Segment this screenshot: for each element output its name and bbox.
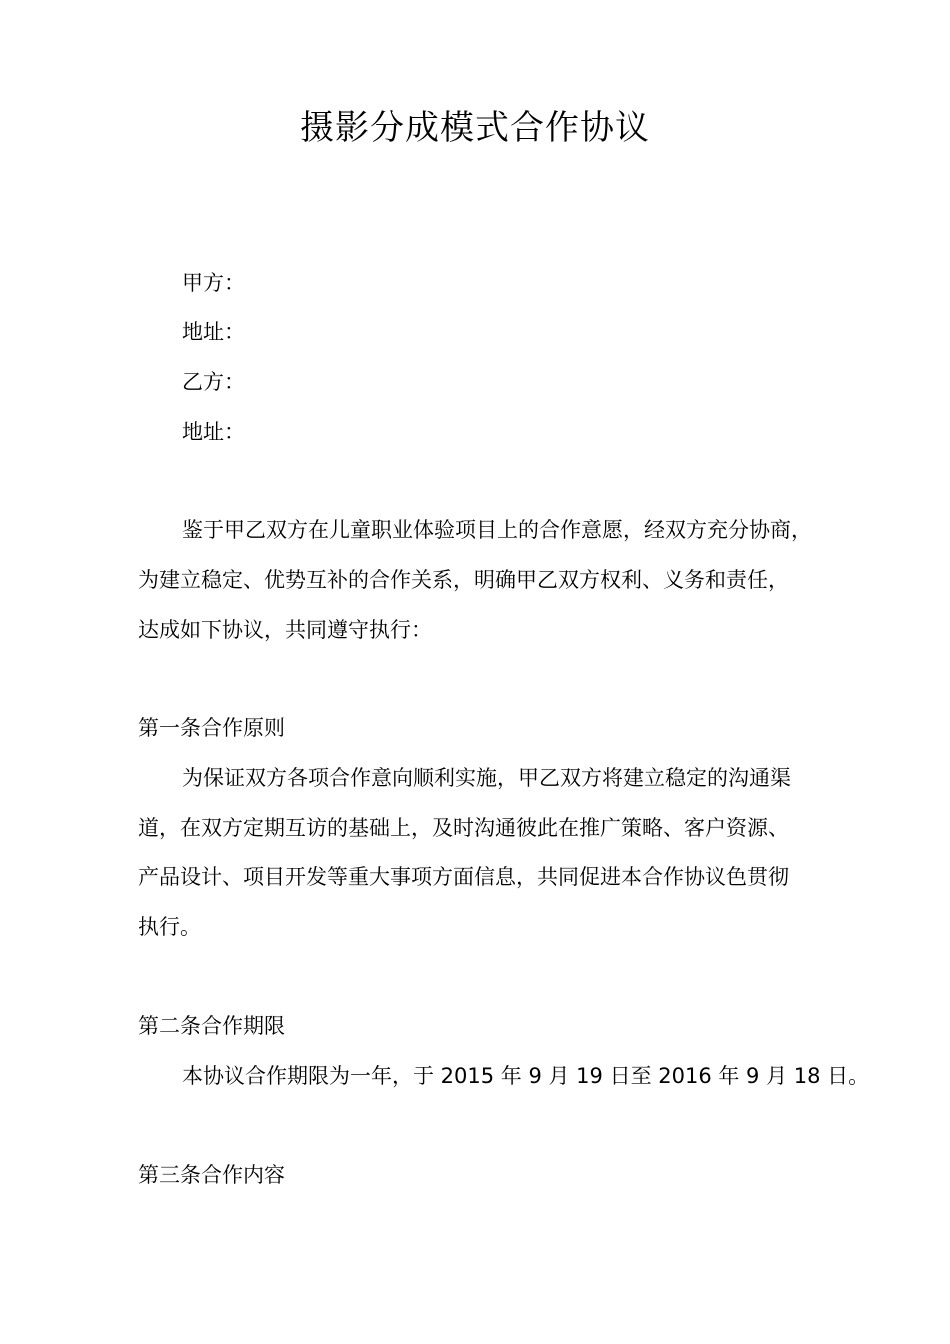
- preamble-line: 为建立稳定、优势互补的合作关系，明确甲乙双方权利、义务和责任，: [138, 568, 789, 592]
- article-body-line: 为保证双方各项合作意向顺利实施，甲乙双方将建立稳定的沟通渠: [182, 766, 791, 790]
- article-body-line: 执行。: [138, 915, 201, 939]
- article-heading: 第一条合作原则: [138, 716, 285, 740]
- party-b-label: 乙方：: [182, 370, 245, 394]
- article-body-line: 本协议合作期限为一年，于 2015 年 9 月 19 日至 2016 年 9 月 18 日。: [182, 1064, 870, 1088]
- party-a-address-label: 地址：: [182, 320, 245, 344]
- party-a-label: 甲方：: [182, 271, 245, 295]
- preamble-line: 鉴于甲乙双方在儿童职业体验项目上的合作意愿，经双方充分协商，: [182, 518, 812, 542]
- article-body-line: 产品设计、项目开发等重大事项方面信息，共同促进本合作协议色贯彻: [138, 865, 789, 889]
- preamble-line: 达成如下协议，共同遵守执行：: [138, 618, 432, 642]
- document-title: 摄影分成模式合作协议: [300, 108, 650, 148]
- article-body-line: 道，在双方定期互访的基础上，及时沟通彼此在推广策略、客户资源、: [138, 816, 789, 840]
- article-heading: 第三条合作内容: [138, 1163, 285, 1187]
- article-heading: 第二条合作期限: [138, 1014, 285, 1038]
- party-b-address-label: 地址：: [182, 420, 245, 444]
